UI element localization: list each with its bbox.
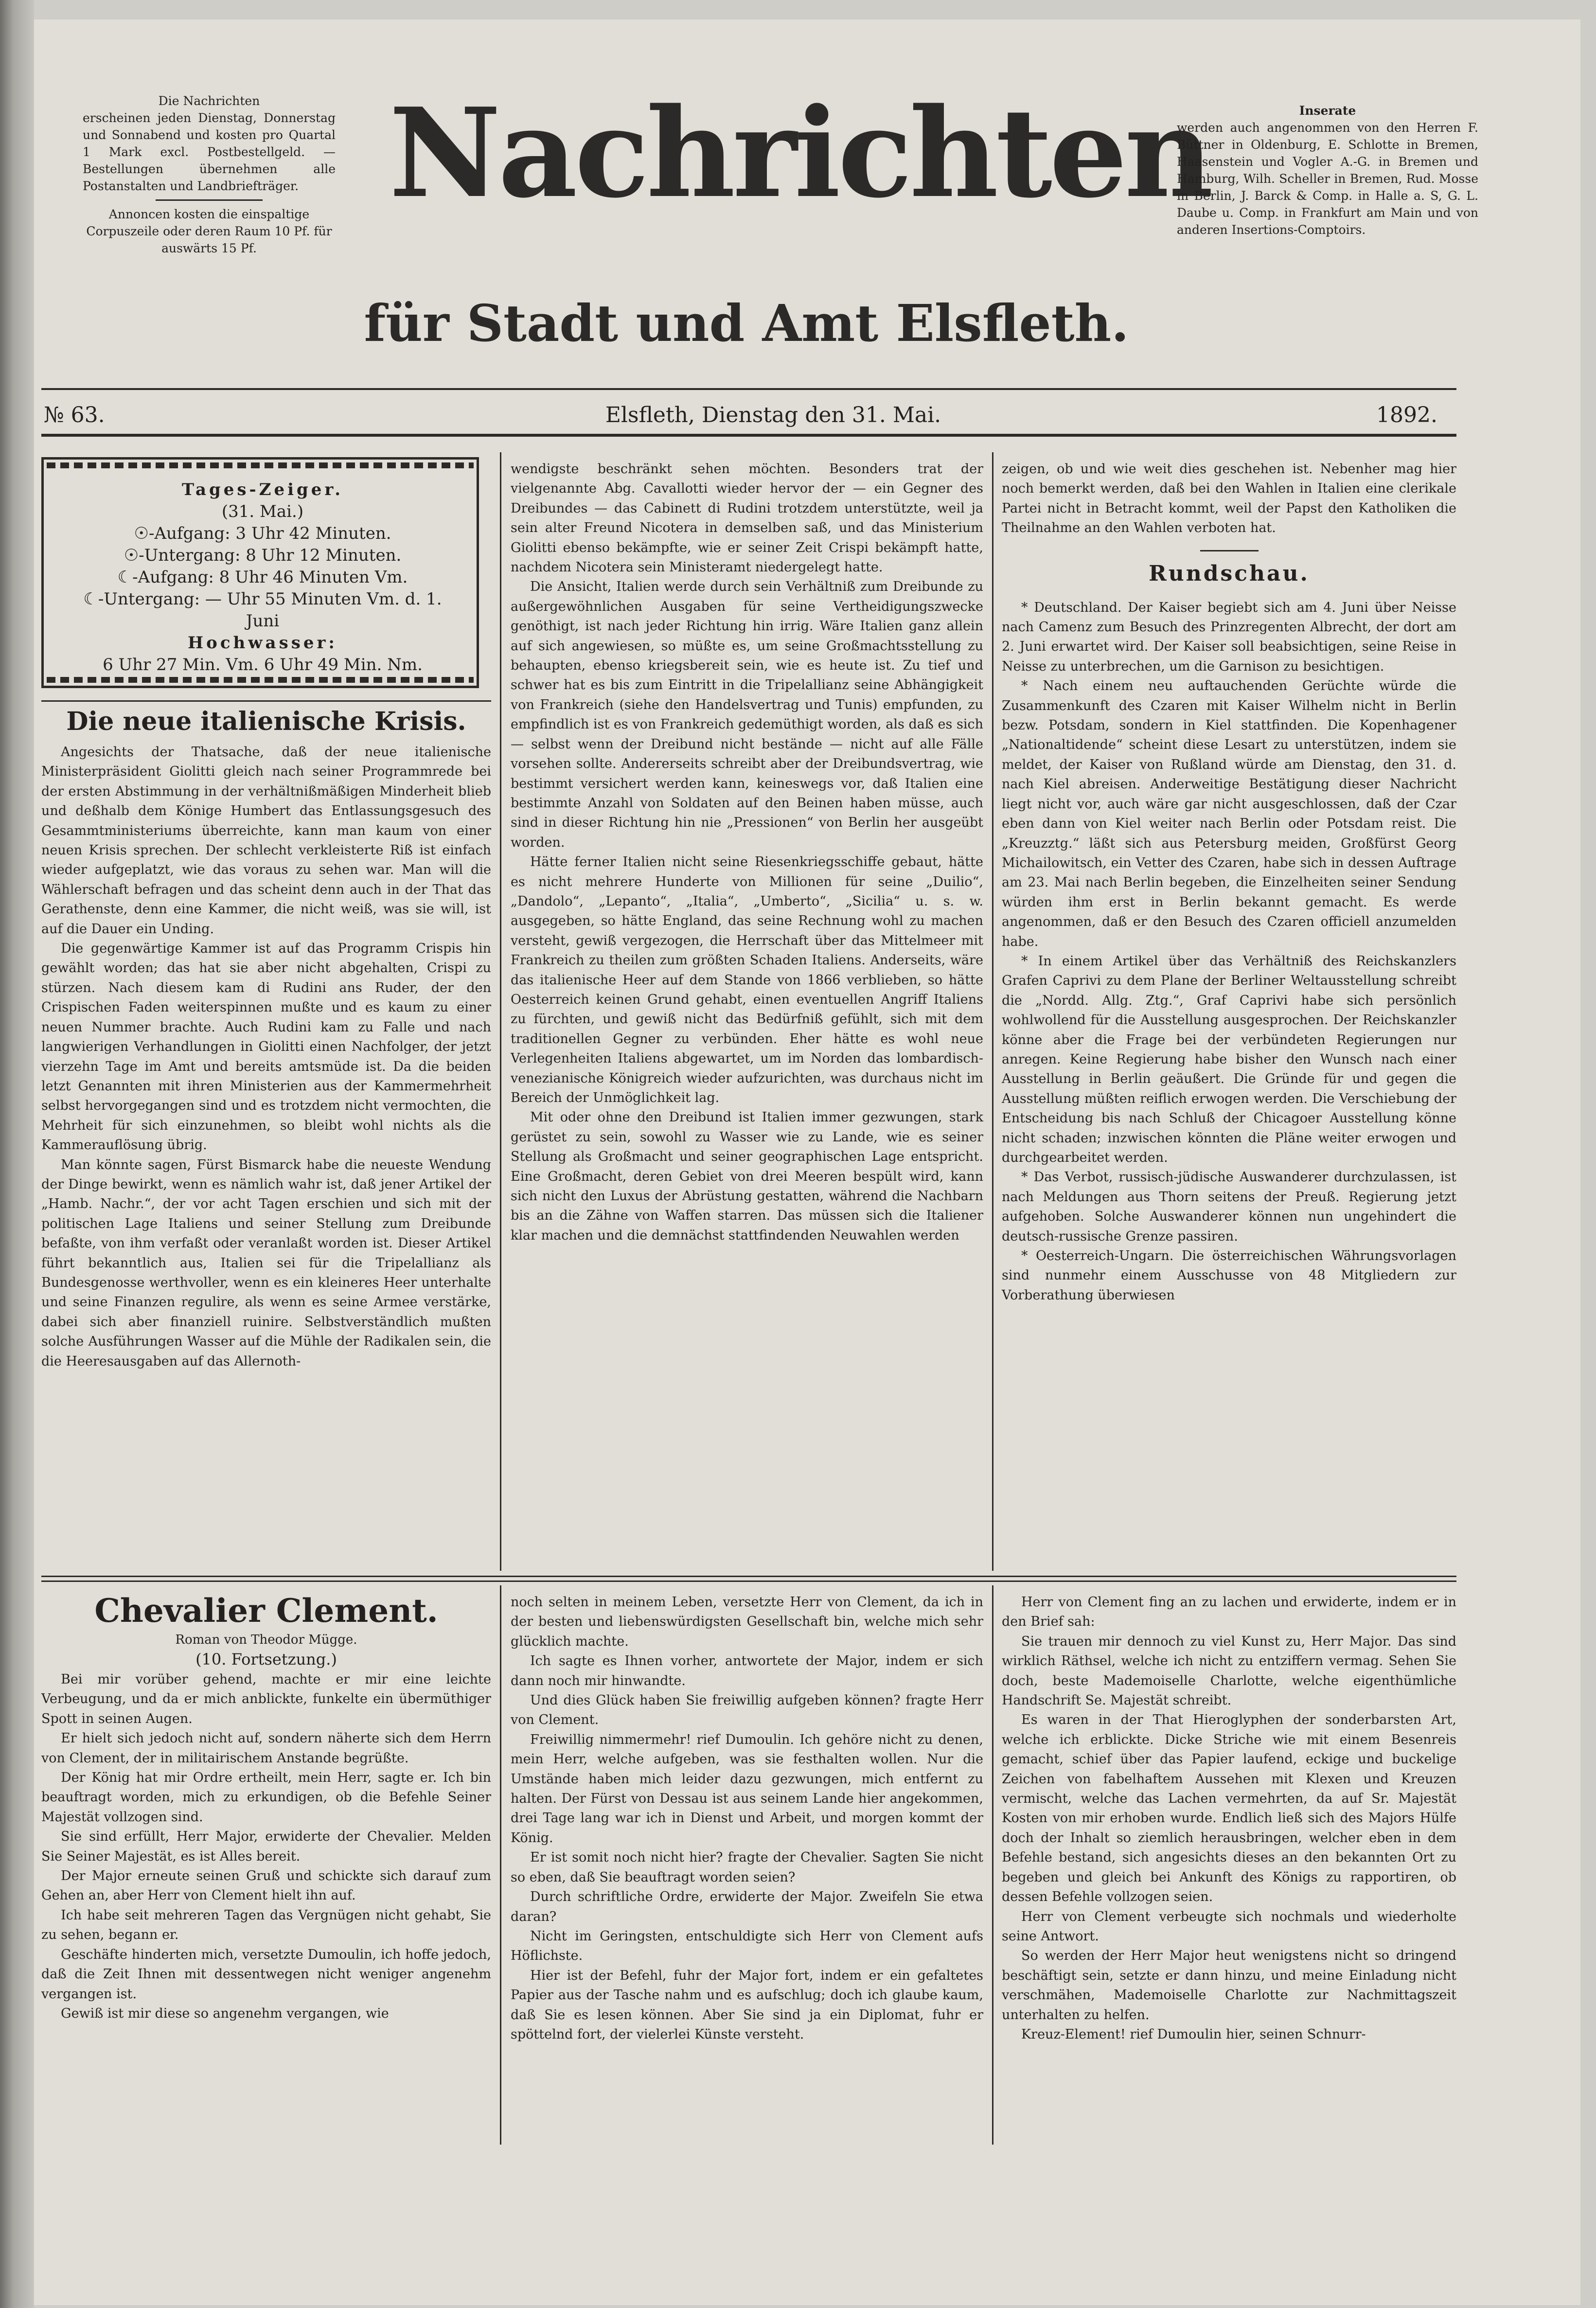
subscription-heading: Die Nachrichten [158, 94, 260, 108]
article-krisis-col3 [1002, 460, 1456, 1305]
feuilleton-rule-2 [41, 1580, 1456, 1582]
inserate-heading: Inserate [1299, 104, 1356, 118]
article-paragraph: Die Ansicht, Italien werde durch sein Verhältniß zum Dreibunde zu außergewöhnlichen Ausgaben für seine Vertheidigungszwecke genöthigt, ist nach jeder Richtung hin irrig. Wäre Italien ganz allein auf sich angewiesen, so müßte es, um seine Großmachtsstellung zu behaupten, ebenso kriegsbereit sein, wie es heute ist. Zu tief und schwer hat es bis zum Eintritt in die Tripelallianz seine Abhängigkeit von Frankreich (siehe den Handelsvertrag und Tunis) empfunden, zu empfindlich ist es von Frankreich gedemüthigt worden, als daß es sich — selbst wenn der Dreibund nicht bestände — nicht auf alle Fälle vorsehen sollte. Andererseits schreibt aber der Dreibundsvertrag, wie bestimmt versichert werden kann, keineswegs vor, daß Italien eine bestimmte Anzahl von Soldaten auf den Beinen haben müsse, auch sind in dieser Richtung hin nie „Pressionen“ von Berlin her ausgeübt worden. [511, 579, 983, 850]
article-paragraph: Hätte ferner Italien nicht seine Riesenkriegsschiffe gebaut, hätte es nicht mehrere Hunderte von Millionen für seine „Duilio“, „Dandolo“, „Lepanto“, „Italia“, „Umberto“, „Sicilia“ u. s. w. ausgegeben, so hätte England, das seine Rechnung wohl zu machen versteht, gewiß vergezogen, die Herrschaft über das Mittelmeer mit Frankreich zu theilen zum größten Schaden Italiens. Anderseits, wäre das italienische Heer auf dem Stande von 1866 verblieben, so hätte Oesterreich keinen Grund gehabt, einen eventuellen Angriff Italiens zu fürchten, und gewiß nicht das Bedürfniß gefühlt, sich mit dem traditionellen Gegner zu verbünden. Eher hätte es wohl neue Verlegenheiten Italiens abgewartet, um im Norden das lombardisch-venezianische Königreich wieder aufzurichten, was durchaus nicht im Bereich der Unmöglichkeit lag. [511, 854, 983, 1105]
chain-border-top [47, 462, 474, 468]
rundschau-paragraph: * In einem Artikel über das Verhältniß des Reichskanzlers Grafen Caprivi zu dem Plane der Berliner Weltausstellung schreibt die „Nordd. Allg. Ztg.“, Graf Caprivi habe sich persönlich wohlwollend für die Ausstellung ausgesprochen. Der Reichskanzler könne aber die Frage bei der verbündeten Regierungen nur anregen. Keine Regierung habe bisher den Wunsch nach einer Ausstellung in Berlin geäußert. Die Gründe für und gegen die Ausstellung müßten reiflich erwogen werden. Die Verschiebung der Entscheidung bis nach Schluß der Chicagoer Ausstellung könne nicht schaden; inzwischen könnten die Pläne weiter erwogen und durchgearbeitet werden. [1002, 953, 1456, 1165]
issue-date: Elsfleth, Dienstag den 31. Mai. [605, 403, 941, 427]
novel-paragraph: Ich sagte es Ihnen vorher, antwortete der Major, indem er sich dann noch mir hinwandte. [511, 1653, 983, 1688]
article-paragraph: wendigste beschränkt sehen möchten. Besonders trat der vielgenannte Abg. Cavallotti wieder hervor der — ein Gegner des Dreibundes — das Cabinett di Rudini trotzdem unterstützte, weil ja sein alter Freund Nicotera in demselben saß, und das Ministerium Giolitti ebenso bekämpfte, wie er seiner Zeit Crispi bekämpft hatte, nachdem Nicotera sein Ministeramt niedergelegt hatte. [511, 462, 983, 575]
moonset-line: ☾-Untergang: — Uhr 55 Minuten Vm. d. 1. Juni [83, 589, 442, 631]
novel-paragraph: Ich habe seit mehreren Tagen das Vergnügen nicht gehabt, Sie zu sehen, begann er. [41, 1907, 491, 1943]
novel-paragraph: Er hielt sich jedoch nicht auf, sondern näherte sich dem Herrn von Clement, der in militairischem Anstande begrüßte. [41, 1731, 491, 1766]
subscription-notice [83, 92, 336, 257]
novel-paragraph: noch selten in meinem Leben, versetzte Herr von Clement, da ich in der besten und liebenswürdigsten Gesellschaft bin, welche mich sehr glücklich machte. [511, 1595, 983, 1649]
rundschau-paragraph: * Nach einem neu auftauchenden Gerüchte würde die Zusammenkunft des Czaren mit Kaiser Wilhelm nicht in Berlin bezw. Potsdam, sondern in Kiel stattfinden. Die Kopenhagener „Nationaltidende“ scheint diese Lesart zu unterstützen, indem sie meldet, der Kaiser von Rußland würde am Dienstag, den 31. d. nach Kiel abreisen. Anderweitige Bestätigung dieser Nachricht liegt nicht vor, auch wäre gar nicht ausgeschlossen, daß der Czar eben dann von Kiel weiter nach Berlin oder Potsdam reist. Die „Kreuzztg.“ läßt sich aus Petersburg meiden, Großfürst Georg Michailowitsch, ein Vetter des Czaren, habe sich in dessen Auftrage am 23. Mai nach Berlin begeben, die Einzelheiten seiner Sendung würden ihm erst in Berlin bekannt gemacht. Es werde angenommen, daß er den Besuch des Czaren officiell anzumelden habe. [1002, 678, 1456, 949]
inserate-notice [1177, 102, 1478, 238]
book-binding-edge [0, 0, 34, 2308]
novel-continuation: (10. Fortsetzung.) [195, 1650, 337, 1669]
issue-number: № 63. [44, 403, 105, 427]
tages-zeiger-content [68, 479, 457, 676]
novel-paragraph: Er ist somit noch nicht hier? fragte der Chevalier. Sagten Sie nicht so eben, daß Sie beauftragt worden seien? [511, 1850, 983, 1885]
moonrise-line: ☾-Aufgang: 8 Uhr 46 Minuten Vm. [117, 568, 408, 587]
novel-paragraph: Hier ist der Befehl, fuhr der Major fort, indem er ein gefaltetes Papier aus der Tasche nahm und es aufschlug; doch ich glaube kaum, daß Sie es lesen können. Aber Sie sind ja ein Diplomat, fuhr er spöttelnd fort, der vielerlei Künste versteht. [511, 1968, 983, 2042]
column-rule-1 [500, 452, 501, 1571]
tages-zeiger-heading: Tages-Zeiger. [181, 480, 344, 499]
annoncen-text: Annoncen kosten die einspaltige Corpuszeile oder deren Raum 10 Pf. für auswärts 15 Pf. [86, 207, 332, 255]
novel-title: Chevalier Clement. [94, 1592, 438, 1630]
novel-paragraph: Bei mir vorüber gehend, machte er mir eine leichte Verbeugung, und da er mich anblickte, funkelte ein übermüthiger Spott in seinen Augen. [41, 1672, 491, 1726]
notice-divider [156, 199, 263, 201]
feuilleton-rule [41, 1576, 1456, 1577]
section-divider [1200, 550, 1259, 551]
novel-column-rule-2 [992, 1585, 993, 2145]
article-paragraph: Man könnte sagen, Fürst Bismarck habe die neueste Wendung der Dinge bewirkt, wenn es nämlich wahr ist, daß jener Artikel der „Hamb. Nachr.“, der vor acht Tagen erschien und sich mit der politischen Lage Italiens und seiner Stellung zum Dreibunde befaßte, von ihm verfaßt oder veranlaßt worden ist. Dieser Artikel führt bekanntlich aus, Italien sei für die Tripelallianz als Bundesgenosse werthvoller, wenn es ein kleineres Heer unterhalte und seine Finanzen regulire, als wenn es seine Armee verstärke, dabei sich aber finanziell ruinire. Selbstverständlich mußten solche Ausführungen Wasser auf die Mühle der Radikalen sein, die die Heeresausgaben auf das Allernoth- [41, 1157, 491, 1369]
inserate-text: werden auch angenommen von den Herren F. Büttner in Oldenburg, E. Schlotte in Bremen, Haasenstein und Vogler A.-G. in Bremen und Hamburg, Wilh. Scheller in Bremen, Rud. Mosse in Berlin, J. Barck & Comp. in Halle a. S, G. L. Daube u. Comp. in Frankfurt am Main und von anderen Insertions-Comptoirs. [1177, 121, 1478, 237]
novel-paragraph: Es waren in der That Hieroglyphen der sonderbarsten Art, welche ich erblickte. Dicke Striche wie mit einem Besenreis gemacht, schief über das Papier laufend, eckige und buckelige Zeichen von fabelhaftem Aussehen mit Klexen und Kreuzen vermischt, welche das Lachen vermehrten, da auf Sr. Majestät Kosten von mir erhoben wurde. Endlich ließ sich des Majors Hülfe doch der Inhalt so ziemlich herausbringen, welcher eben in dem Befehle bestand, sich angesichts dieses an den bekannten Ort zu begeben und gleich bei Ankunft des Königs zu rapportiren, ob dessen Befehle vollzogen seien. [1002, 1712, 1456, 1905]
newspaper-subtitle: für Stadt und Amt Elsfleth. [364, 293, 1129, 353]
column-rule-2 [992, 452, 993, 1571]
rundschau-paragraph: * Das Verbot, russisch-jüdische Auswanderer durchzulassen, ist nach Meldungen aus Thorn seitens der Preuß. Regierung jetzt aufgehoben. Solche Auswanderer können nun ungehindert die deutsch-russische Grenze passiren. [1002, 1170, 1456, 1244]
novel-paragraph: Nicht im Geringsten, entschuldigte sich Herr von Clement aufs Höflichste. [511, 1928, 983, 1964]
subscription-text: erscheinen jeden Dienstag, Donnerstag und Sonnabend und kosten pro Quartal 1 Mark excl. Postbestellgeld. — Bestellungen übernehmen alle Postanstalten und Landbriefträger. [83, 111, 336, 193]
article-paragraph: Mit oder ohne den Dreibund ist Italien immer gezwungen, stark gerüstet zu sein, sowohl zu Wasser wie zu Lande, wie es seiner Stellung als Großmacht und seiner geographischen Lage entspricht. Eine Großmacht, deren Gebiet von drei Meeren bespült wird, kann sich nicht den Luxus der Abrüstung gestatten, während die Nachbarn bis an die Zähne von Waffen starren. Das müssen sich die Italiener klar machen und die demnächst stattfindenden Neuwahlen werden [511, 1110, 983, 1243]
novel-paragraph: Der König hat mir Ordre ertheilt, mein Herr, sagte er. Ich bin beauftragt worden, mich zu erkundigen, ob die Befehle Seiner Majestät vollzogen sind. [41, 1770, 491, 1825]
article-paragraph: zeigen, ob und wie weit dies geschehen ist. Nebenher mag hier noch bemerkt werden, daß bei den Wahlen in Italien eine clerikale Partei nicht in Betracht kommt, weil der Papst den Katholiken die Theilnahme an den Wahlen verboten hat. [1002, 462, 1456, 536]
novel-paragraph: Durch schriftliche Ordre, erwiderte der Major. Zweifeln Sie etwa daran? [511, 1889, 983, 1924]
rundschau-paragraph: * Oesterreich-Ungarn. Die österreichischen Währungsvorlagen sind nunmehr einem Ausschusse von 48 Mitgliedern zur Vorberathung überwiesen [1002, 1248, 1456, 1303]
novel-paragraph: Geschäfte hinderten mich, versetzte Dumoulin, ich hoffe jedoch, daß die Zeit Ihnen mit dessentwegen nicht weniger angenehm vergangen ist. [41, 1947, 491, 2002]
novel-paragraph: Der Major erneute seinen Gruß und schickte sich darauf zum Gehen an, aber Herr von Clement hielt ihn auf. [41, 1868, 491, 1903]
sunset-line: ☉-Untergang: 8 Uhr 12 Minuten. [124, 546, 402, 565]
novel-paragraph: Gewiß ist mir diese so angenehm vergangen, wie [61, 2006, 389, 2021]
novel-column-rule-1 [500, 1585, 501, 2145]
hochwasser-heading: Hochwasser: [188, 633, 337, 653]
rundschau-paragraph: * Deutschland. Der Kaiser begiebt sich am 4. Juni über Neisse nach Camenz zum Besuch des Prinzregenten Albrecht, der dort am 2. Juni erwartet wird. Der Kaiser soll beabsichtigen, seine Reise in Neisse zu unterbrechen, um die Garnison zu besichtigen. [1002, 600, 1456, 674]
article-headline: Die neue italienische Krisis. [41, 700, 491, 739]
dateline-top-rule [41, 388, 1456, 390]
chain-border-bottom [47, 677, 474, 683]
novel-paragraph: Sie sind erfüllt, Herr Major, erwiderte der Chevalier. Melden Sie Seiner Majestät, es ist Alles bereit. [41, 1829, 491, 1864]
novel-col3 [1002, 1593, 1456, 2044]
novel-col1 [41, 1590, 491, 2024]
issue-year: 1892. [1376, 403, 1437, 427]
tages-zeiger-date: (31. Mai.) [221, 502, 304, 521]
novel-paragraph: Und dies Glück haben Sie freiwillig aufgeben können? fragte Herr von Clement. [511, 1693, 983, 1728]
novel-paragraph: Freiwillig nimmermehr! rief Dumoulin. Ich gehöre nicht zu denen, mein Herr, welche aufgeben, was sie festhalten wollen. Nur die Umstände haben mich leider dazu gezwungen, mich entfernt zu halten. Der Fürst von Dessau ist aus seinem Lande hier angekommen, drei Tage lang war ich in Dienst und Arbeit, und morgen kommt der König. [511, 1732, 983, 1846]
novel-paragraph: So werden der Herr Major heut wenigstens nicht so dringend beschäftigt sein, setzte er dann hinzu, und meine Einladung nicht verschmähen, Mademoiselle Charlotte zur Nachmittagszeit unterhalten zu helfen. [1002, 1948, 1456, 2023]
novel-paragraph: Sie trauen mir dennoch zu viel Kunst zu, Herr Major. Das sind wirklich Räthsel, welche ich nicht zu entziffern vermag. Sehen Sie doch, beste Mademoiselle Charlotte, welche eigenthümliche Handschrift Se. Majestät schreibt. [1002, 1633, 1456, 1708]
novel-paragraph: Kreuz-Element! rief Dumoulin hier, seinen Schnurr- [1021, 2026, 1366, 2042]
novel-paragraph: Herr von Clement verbeugte sich nochmals und wiederholte seine Antwort. [1002, 1909, 1456, 1944]
dateline-bottom-rule [41, 434, 1456, 437]
novel-byline: Roman von Theodor Mügge. [175, 1633, 357, 1647]
article-krisis-col1 [41, 700, 491, 1371]
novel-paragraph: Herr von Clement fing an zu lachen und erwiderte, indem er in den Brief sah: [1002, 1595, 1456, 1630]
hochwasser-times: 6 Uhr 27 Min. Vm. 6 Uhr 49 Min. Nm. [103, 655, 423, 675]
tages-zeiger-box [41, 457, 479, 688]
article-paragraph: Die gegenwärtige Kammer ist auf das Programm Crispis hin gewählt worden; das hat sie aber nicht abgehalten, Crispi zu stürzen. Nach diesem kam di Rudini ans Ruder, der den Crispischen Faden weiterspinnen mußte und es kaum zu einer neuen Nummer brachte. Auch Rudini kam zu Falle und nach langwierigen Verhandlungen in Giolitti einen Nachfolger, der jetzt vierzehn Tage im Amt und bereits amtsmüde ist. Da die beiden letzt Genannten mit ihren Ministerien aus der Kammermehrheit selbst hervorgegangen sind und es trotzdem nicht vermochten, die Mehrheit für sich einzunehmen, so bleibt wohl nichts als die Kammerauflösung übrig. [41, 941, 491, 1153]
newspaper-title: Nachrichten [389, 81, 1211, 225]
article-krisis-col2 [511, 460, 983, 1245]
novel-col2 [511, 1593, 983, 2044]
article-paragraph: Angesichts der Thatsache, daß der neue italienische Ministerpräsident Giolitti gleich nach seiner Programmrede bei der ersten Abstimmung in der verhältnißmäßigen Minderheit blieb und deßhalb dem Könige Humbert das Entlassungsgesuch des Gesammtministeriums überreichte, kann man kaum von einer neuen Krisis sprechen. Der schlecht verkleisterte Riß ist einfach wieder aufgeplatzt, wie das voraus zu sehen war. Man will die Wählerschaft befragen und das scheint denn auch in der That das Gerathenste, denn eine Kammer, die nicht weiß, was sie will, ist auf die Dauer ein Unding. [41, 745, 491, 937]
rundschau-heading: Rundschau. [1149, 561, 1310, 586]
sunrise-line: ☉-Aufgang: 3 Uhr 42 Minuten. [134, 524, 391, 543]
